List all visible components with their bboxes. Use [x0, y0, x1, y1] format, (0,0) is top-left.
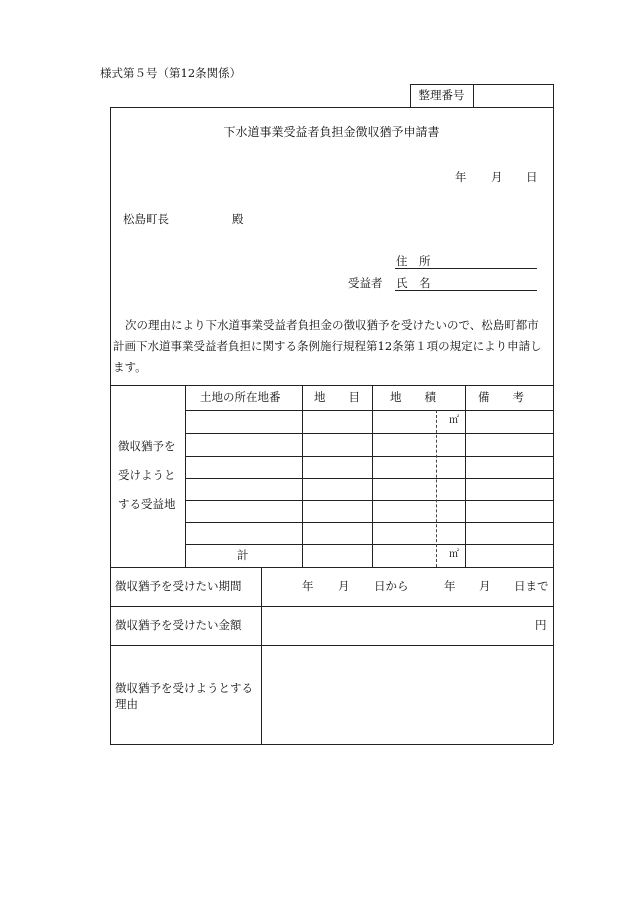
land-row-label: 受けようと — [118, 468, 176, 482]
applicant-label: 受益者 — [348, 276, 383, 290]
land-row-label: する受益地 — [118, 497, 176, 511]
name-field[interactable] — [395, 290, 537, 291]
statement-line: 計画下水道事業受益者負担に関する条例施行規程第12条第１項の規定により申請し — [113, 339, 542, 353]
name-label: 氏 名 — [396, 276, 431, 290]
date-month: 月 — [491, 170, 503, 184]
form-title: 下水道事業受益者負担金徴収猶予申請書 — [223, 125, 440, 139]
amount-unit: 円 — [535, 618, 547, 632]
total-label: 計 — [237, 548, 249, 562]
address-label: 住 所 — [396, 254, 431, 268]
amount-label: 徴収猶予を受けたい金額 — [115, 618, 242, 632]
header-location: 土地の所在地番 — [200, 390, 281, 404]
statement-line: ます。 — [113, 360, 147, 374]
serial-number-field[interactable] — [474, 85, 552, 106]
reason-field[interactable] — [262, 646, 552, 743]
period-to-day: 日まで — [514, 579, 549, 593]
serial-number-label: 整理番号 — [418, 88, 465, 102]
address-field[interactable] — [395, 268, 537, 269]
statement-line: 次の理由により下水道事業受益者負担金の徴収猶予を受けたいので、松島町都市 — [125, 318, 539, 332]
reason-label: 徴収猶予を受けようとする — [115, 681, 253, 695]
period-from-day: 日から — [374, 579, 409, 593]
period-to-month: 月 — [479, 579, 491, 593]
total-area-unit: ㎡ — [449, 549, 459, 560]
reason-label: 理由 — [115, 697, 138, 711]
header-category: 地 目 — [314, 390, 360, 404]
header-remarks: 備 考 — [478, 390, 524, 404]
period-from-month: 月 — [338, 579, 350, 593]
period-label: 徴収猶予を受けたい期間 — [115, 579, 242, 593]
date-day: 日 — [526, 170, 538, 184]
period-from-year: 年 — [302, 579, 314, 593]
period-to-year: 年 — [444, 579, 456, 593]
addressee-name: 松島町長 — [123, 212, 169, 226]
area-unit: ㎡ — [449, 415, 459, 426]
addressee-honorific: 殿 — [232, 212, 244, 226]
form-reference: 様式第５号（第12条関係） — [100, 66, 242, 80]
amount-field[interactable] — [262, 607, 532, 644]
date-year: 年 — [455, 170, 467, 184]
header-area: 地 積 — [390, 390, 436, 404]
land-row-label: 徴収猶予を — [118, 439, 176, 453]
